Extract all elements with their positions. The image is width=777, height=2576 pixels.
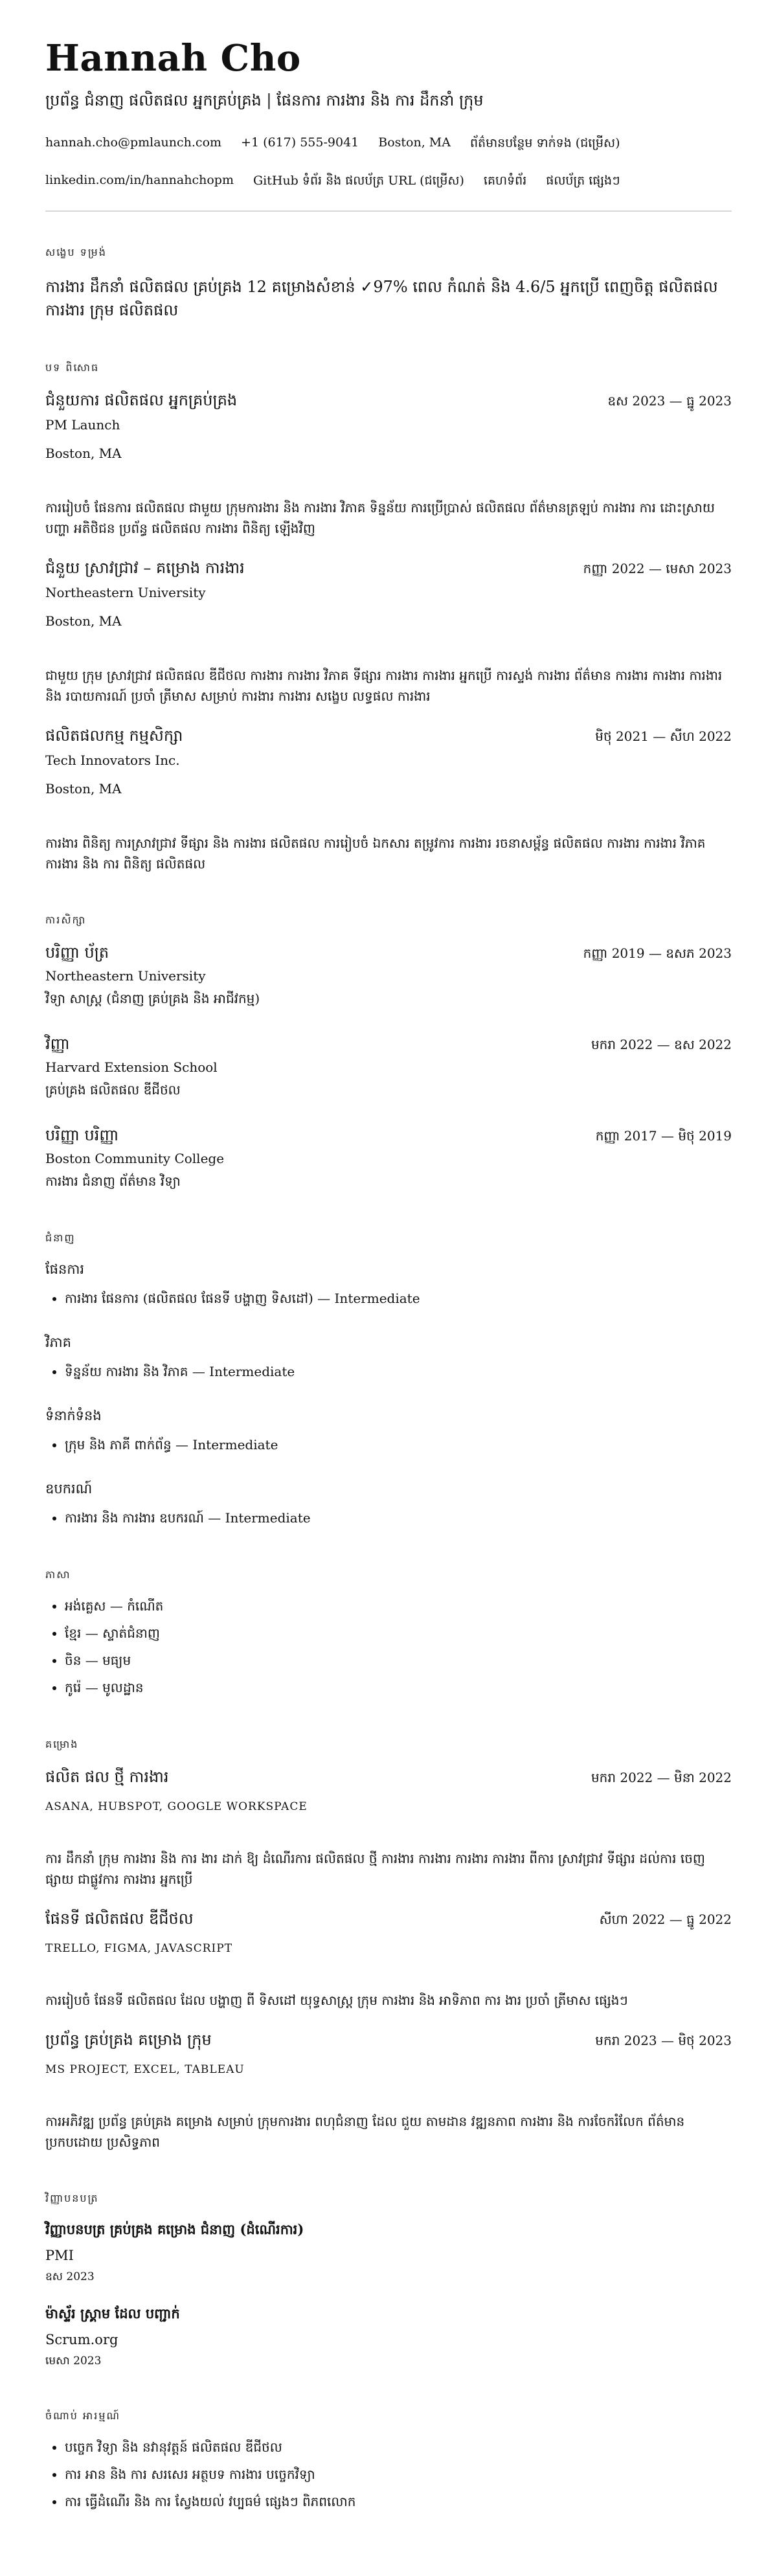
- certification-date: ឧស 2023: [45, 2270, 95, 2283]
- skill-item: • ក្រុម និង ភាគី ពាក់ព័ន្ធ — Intermediate: [65, 1436, 732, 1456]
- project-tech: TRELLO, FIGMA, JAVASCRIPT: [45, 1941, 233, 1955]
- certifications-section: [45, 2191, 732, 2370]
- education-dates: មករា 2022 — ឧស 2022: [591, 1036, 732, 1052]
- degree: វិញ្ញា: [45, 1034, 70, 1053]
- degree: បរិញ្ញា ប័ត្រ: [45, 943, 109, 962]
- job-dates: ឧស 2023 — ធ្នូ 2023: [607, 392, 732, 409]
- skill-list: [45, 1509, 732, 1529]
- interests-section: [45, 2409, 732, 2513]
- skill-list: [45, 1363, 732, 1383]
- phone-number[interactable]: +1 (617) 555-9041: [241, 135, 359, 150]
- language-list: [45, 1598, 732, 1699]
- location: Boston, MA: [378, 135, 451, 150]
- skill-list: [45, 1436, 732, 1456]
- education-item: [45, 943, 732, 1010]
- projects-section: [45, 1737, 732, 2152]
- project-dates: សីហា 2022 — ធ្នូ 2022: [599, 1911, 732, 1927]
- project-title: ផែនទី ផលិតផល ឌីជីថល: [45, 1909, 194, 1928]
- education-heading: ការសិក្សា: [45, 913, 87, 926]
- employer: Northeastern University: [45, 584, 206, 600]
- school: Northeastern University: [45, 967, 206, 984]
- contact-info: [45, 135, 732, 153]
- project-title: ប្រព័ន្ធ គ្រប់គ្រង គម្រោង ក្រុម: [45, 2030, 212, 2049]
- extra-contact: ព័ត៌មានបន្ថែម ទាក់ទង (ជម្រើស): [469, 135, 620, 150]
- certification-item: [45, 2305, 732, 2370]
- field-of-study: ការងារ ជំនាញ ព័ត៌មាន វិទ្យា: [45, 1173, 181, 1189]
- experience-item: [45, 558, 732, 706]
- experience-section: [45, 361, 732, 874]
- project-title: ផលិត ផល ថ្មី ការងារ: [45, 1767, 169, 1786]
- job-title: ផលិតផលកម្ម កម្មសិក្សា: [45, 726, 183, 745]
- headline: ប្រព័ន្ធ ជំនាញ ផលិតផល អ្នកគ្រប់គ្រង | ផែនការ ការងារ និង ការ ដឹកនាំ ក្រុម: [45, 91, 484, 109]
- certification-name: ម៉ាស្ទ័រ ស្គ្រាម ដែល បញ្ជាក់: [45, 2305, 180, 2322]
- experience-item: [45, 390, 732, 539]
- certification-item: [45, 2221, 732, 2286]
- job-location: Boston, MA: [45, 780, 122, 797]
- github-link[interactable]: GitHub ទំព័រ និង ផលប័ត្រ URL (ជម្រើស): [253, 173, 464, 188]
- job-location: Boston, MA: [45, 445, 122, 461]
- portfolio-link[interactable]: ផលប័ត្រ ផ្សេងៗ: [546, 173, 620, 188]
- certification-name: វិញ្ញាបនបត្រ គ្រប់គ្រង គម្រោង ជំនាញ (ដំណើរការ): [45, 2220, 304, 2237]
- skill-item: • ការងារ ផែនការ (ផលិតផល ផែនទី បង្ហាញ ទិសដៅ) — Intermediate: [65, 1290, 732, 1309]
- certifications-heading: វិញ្ញាបនបត្រ: [45, 2191, 99, 2204]
- education-item: [45, 1034, 732, 1101]
- interests-heading: ចំណាប់ អារម្មណ៍: [45, 2409, 121, 2422]
- experience-item: [45, 726, 732, 874]
- skill-item: • ទិន្នន័យ ការងារ និង វិភាគ — Intermediate: [65, 1363, 732, 1383]
- linkedin-link[interactable]: linkedin.com/in/hannahchopm: [45, 172, 234, 187]
- project-description: ការរៀបចំ ផែនទី ផលិតផល ដែល បង្ហាញ ពី ទិសដៅ យុទ្ធសាស្ត្រ ក្រុម ការងារ និង អាទិភាព ការ ងារ ប្រចាំ ត្រីមាស ផ្សេងៗ: [45, 1992, 628, 2008]
- job-description: ជាមួយ ក្រុម ស្រាវជ្រាវ ផលិតផល ឌីជីថល ការងារ ការងារ វិភាគ ទីផ្សារ ការងារ ការងារ អ្នកប្រើ ការស្ទង់ ការងារ ព័ត៌មាន ការងារ ការងារ ការងារ និង របាយការណ៍ ប្រចាំ ត្រីមាស សម្រាប់ ការងារ ការងារ សង្ខេប លទ្ធផល ការងារ: [45, 667, 723, 704]
- certification-issuer: Scrum.org: [45, 2331, 118, 2347]
- skill-group-title: ទំនាក់ទំនង: [45, 1407, 102, 1423]
- interest-item: • ការ ធ្វើដំណើរ និង ការ ស្វែងយល់ វប្បធម៌ ផ្សេងៗ ពិភពលោក: [65, 2493, 732, 2513]
- job-title: ជំនួយការ ផលិតផល អ្នកគ្រប់គ្រង: [45, 390, 238, 409]
- project-dates: មករា 2022 — មិនា 2022: [591, 1769, 732, 1785]
- job-description: ការរៀបចំ ផែនការ ផលិតផល ជាមួយ ក្រុមការងារ និង ការងារ វិភាគ ទិន្នន័យ ការប្រើប្រាស់ ផលិតផល ព័ត៌មានត្រឡប់ ការងារ ការ ដោះស្រាយ បញ្ហា អតិថិជន ប្រព័ន្ធ ផលិតផល ការងារ ពិនិត្យ ឡើងវិញ: [45, 499, 715, 536]
- education-dates: កញ្ញា 2019 — ឧសភ 2023: [583, 945, 732, 961]
- field-of-study: វិទ្យា សាស្ត្រ (ជំនាញ គ្រប់គ្រង និង អាជីវកម្ម): [45, 990, 260, 1006]
- education-dates: កញ្ញា 2017 — មិថុ 2019: [595, 1127, 732, 1144]
- degree: បរិញ្ញា បរិញ្ញា: [45, 1125, 119, 1144]
- summary-heading: សង្ខេប ទម្រង់: [45, 245, 107, 258]
- project-description: ការ ដឹកនាំ ក្រុម ការងារ និង ការ ងារ ដាក់ ឱ្យ ដំណើរការ ផលិតផល ថ្មី ការងារ ការងារ ការងារ ការងារ ពីការ ស្រាវជ្រាវ ទីផ្សារ ដល់ការ ចេញ ផ្សាយ ជាផ្លូវការ ការងារ អ្នកប្រើ: [45, 1850, 705, 1887]
- skill-group-title: ឧបករណ៍: [45, 1480, 93, 1497]
- certification-date: មេសា 2023: [45, 2354, 102, 2367]
- website-link[interactable]: គេហទំព័រ: [483, 173, 527, 188]
- school: Boston Community College: [45, 1150, 225, 1166]
- project-description: ការអភិវឌ្ឍ ប្រព័ន្ធ គ្រប់គ្រង គម្រោង សម្រាប់ ក្រុមការងារ ពហុជំនាញ ដែល ជួយ តាមដាន វឌ្ឍនភាព ការងារ និង ការចែករំលែក ព័ត៌មាន ប្រកបដោយ ប្រសិទ្ធភាព: [45, 2113, 685, 2150]
- project-item: [45, 1909, 732, 2011]
- skills-section: [45, 1231, 732, 1529]
- project-tech: MS PROJECT, EXCEL, TABLEAU: [45, 2062, 245, 2076]
- profile-links: [45, 173, 732, 191]
- email-link[interactable]: hannah.cho@pmlaunch.com: [45, 135, 222, 150]
- header-divider: [45, 210, 732, 212]
- language-item: • ខ្មែរ — ស្ទាត់ជំនាញ: [65, 1625, 732, 1644]
- language-item: • ចិន — មធ្យម: [65, 1652, 732, 1671]
- job-location: Boston, MA: [45, 613, 122, 629]
- language-item: • កូរ៉េ — មូលដ្ឋាន: [65, 1679, 732, 1699]
- languages-section: [45, 1568, 732, 1699]
- skill-group-title: ផែនការ: [45, 1261, 84, 1277]
- project-item: [45, 2030, 732, 2152]
- project-item: [45, 1767, 732, 1890]
- experience-heading: បទ ពិសោធ: [45, 361, 100, 374]
- certification-issuer: PMI: [45, 2247, 74, 2263]
- interest-item: • ការ អាន និង ការ សរសេរ អត្ថបទ ការងារ បច្ចេកវិទ្យា: [65, 2466, 732, 2485]
- job-dates: កញ្ញា 2022 — មេសា 2023: [583, 560, 732, 576]
- job-dates: មិថុ 2021 — សីហ 2022: [595, 728, 732, 744]
- projects-heading: គម្រោង: [45, 1737, 79, 1750]
- skill-list: [45, 1290, 732, 1309]
- language-item: • អង់គ្លេស — កំណើត: [65, 1598, 732, 1617]
- employer: Tech Innovators Inc.: [45, 752, 180, 768]
- interest-list: [45, 2439, 732, 2513]
- skills-heading: ជំនាញ: [45, 1231, 76, 1244]
- summary-text: ការងារ ដឹកនាំ ផលិតផល គ្រប់គ្រង 12 គម្រោងសំខាន់ ✓97% ពេល កំណត់ និង 4.6/5 អ្នកប្រើ ពេញចិត្ត ផលិតផល ការងារ ក្រុម ផលិតផល: [45, 277, 718, 319]
- school: Harvard Extension School: [45, 1059, 218, 1075]
- field-of-study: គ្រប់គ្រង ផលិតផល ឌីជីថល: [45, 1081, 181, 1098]
- job-title: ជំនួយ ស្រាវជ្រាវ – គម្រោង ការងារ: [45, 558, 245, 577]
- education-item: [45, 1125, 732, 1192]
- education-section: [45, 913, 732, 1192]
- skill-item: • ការងារ និង ការងារ ឧបករណ៍ — Intermediate: [65, 1509, 732, 1529]
- skill-group-title: វិភាគ: [45, 1334, 71, 1350]
- languages-heading: ភាសា: [45, 1568, 71, 1581]
- job-description: ការងារ ពិនិត្យ ការស្រាវជ្រាវ ទីផ្សារ និង ការងារ ផលិតផល ការរៀបចំ ឯកសារ តម្រូវការ ការងារ រចនាសម្ព័ន្ធ ផលិតផល ការងារ ការងារ វិភាគ ការងារ និង ការ ពិនិត្យ ផលិតផល: [45, 835, 706, 872]
- interest-item: • បច្ចេក វិទ្យា និង នវានុវត្តន៍ ផលិតផល ឌីជីថល: [65, 2439, 732, 2458]
- candidate-name: Hannah Cho: [45, 37, 301, 80]
- project-dates: មករា 2023 — មិថុ 2023: [595, 2032, 732, 2048]
- project-tech: ASANA, HUBSPOT, GOOGLE WORKSPACE: [45, 1800, 308, 1813]
- employer: PM Launch: [45, 416, 120, 433]
